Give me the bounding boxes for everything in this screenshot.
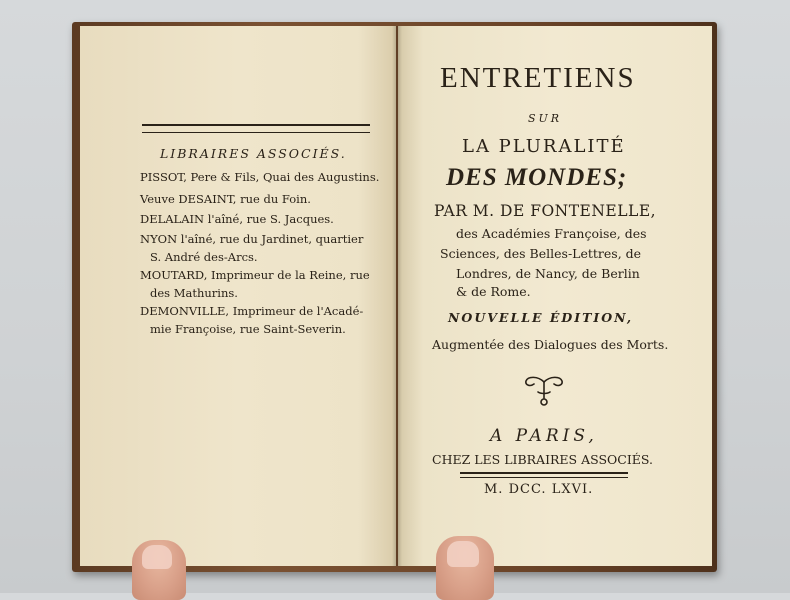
right-ornamental-rule (460, 472, 628, 478)
left-page (80, 26, 396, 566)
right-thumbnail (447, 541, 479, 567)
left-entry: DEMONVILLE, Imprimeur de l'Acadé- (140, 304, 364, 318)
place-line: A PARIS, (490, 426, 598, 446)
left-entry: Veuve DESAINT, rue du Foin. (140, 192, 311, 206)
fleuron-ornament-icon (520, 372, 568, 408)
book-gutter (392, 26, 402, 566)
book-title: ENTRETIENS (440, 62, 636, 94)
left-thumbnail (142, 545, 172, 569)
left-entry: DELALAIN l'aîné, rue S. Jacques. (140, 212, 334, 226)
left-entry: mie Françoise, rue Saint-Severin. (150, 322, 346, 336)
left-ornamental-rule (142, 124, 370, 133)
affiliation-line: des Académies Françoise, des (456, 226, 647, 241)
left-heading: LIBRAIRES ASSOCIÉS. (160, 146, 347, 161)
title-subtitle2: DES MONDES; (446, 164, 628, 191)
affiliation-line: & de Rome. (456, 284, 531, 299)
publisher-line: CHEZ LES LIBRAIRES ASSOCIÉS. (432, 452, 653, 467)
affiliation-line: Sciences, des Belles-Lettres, de (440, 246, 642, 261)
left-entry: NYON l'aîné, rue du Jardinet, quartier (140, 232, 364, 246)
author-line: PAR M. DE FONTENELLE, (434, 202, 657, 220)
title-sur: SUR (528, 112, 563, 125)
left-entry: des Mathurins. (150, 286, 238, 300)
affiliation-line: Londres, de Nancy, de Berlin (456, 266, 640, 281)
title-subtitle: LA PLURALITÉ (462, 136, 626, 157)
left-entry: MOUTARD, Imprimeur de la Reine, rue (140, 268, 370, 282)
year-line: M. DCC. LXVI. (484, 482, 594, 497)
edition-line: NOUVELLE ÉDITION, (448, 310, 634, 325)
left-entry: S. André des-Arcs. (150, 250, 258, 264)
left-entry: PISSOT, Pere & Fils, Quai des Augustins. (140, 170, 380, 184)
augmented-line: Augmentée des Dialogues des Morts. (432, 337, 669, 352)
